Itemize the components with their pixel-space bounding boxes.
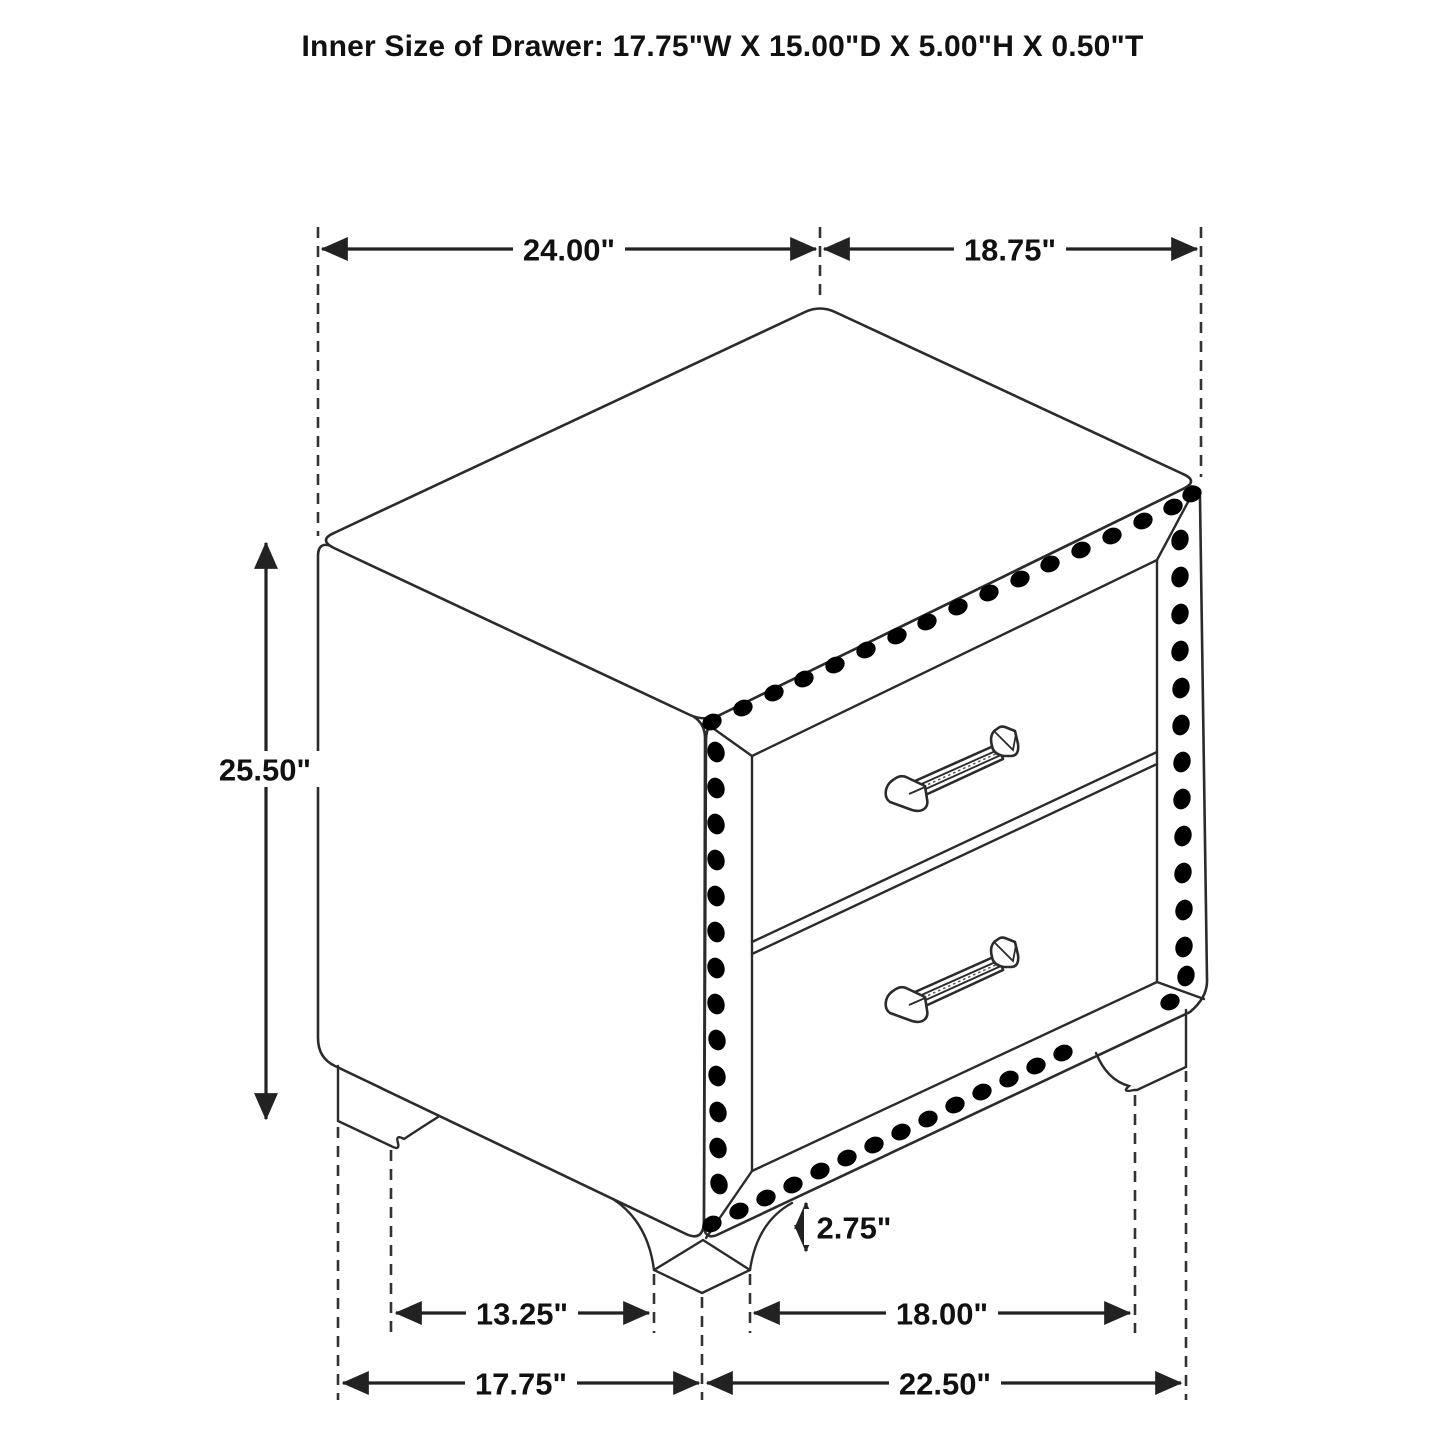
dimension-top-width — [322, 231, 816, 268]
dimension-top-width-label: 24.00" — [522, 232, 616, 268]
dimension-base-left — [343, 1365, 699, 1402]
dimension-leg-height-label: 2.75" — [816, 1210, 892, 1246]
dimension-leg-span-left-label: 13.25" — [475, 1296, 569, 1332]
dimension-leg-span-right — [754, 1295, 1130, 1332]
page-title: Inner Size of Drawer: 17.75"W X 15.00"D X 5.00"H X 0.50"T — [301, 30, 1144, 63]
dimension-base-right-label: 22.50" — [898, 1366, 992, 1402]
dimension-top-depth-label: 18.75" — [963, 232, 1057, 268]
dimension-leg-span-left — [396, 1295, 649, 1332]
dimension-leg-height — [804, 1203, 904, 1251]
dimension-base-right — [707, 1365, 1181, 1402]
nightstand-body — [318, 309, 1207, 1294]
dimension-top-depth — [824, 231, 1197, 268]
dimension-overall-height — [209, 543, 321, 1119]
dimension-leg-span-right-label: 18.00" — [895, 1296, 989, 1332]
dimension-base-left-label: 17.75" — [474, 1366, 568, 1402]
dimension-overall-height-label: 25.50" — [218, 752, 312, 788]
